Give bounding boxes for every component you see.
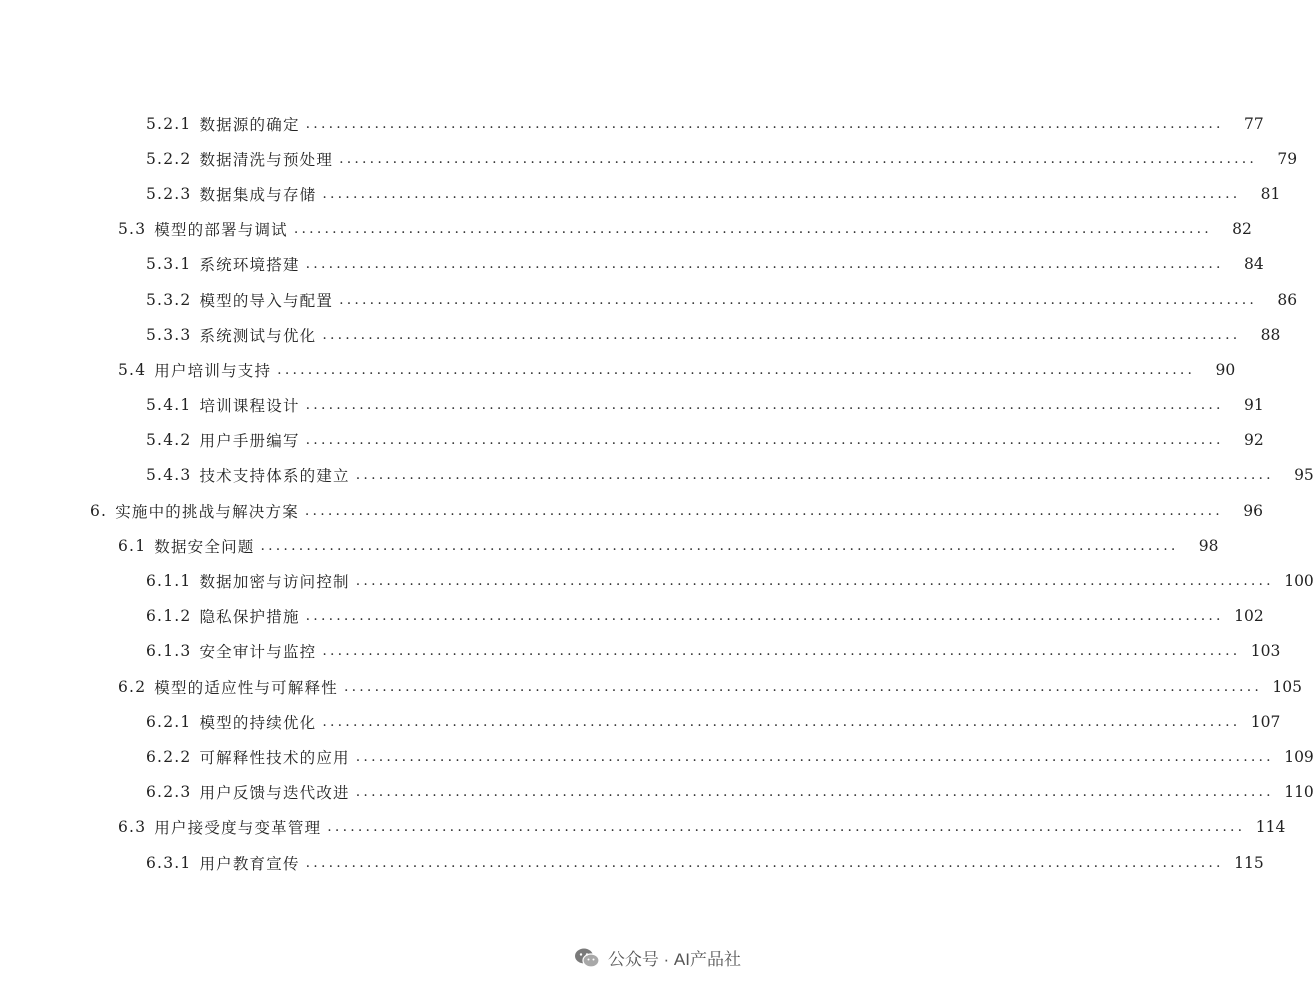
toc-entry-page: 79 bbox=[1277, 149, 1298, 168]
toc-leader-dots: ........................................................................................................................ bbox=[322, 643, 1241, 660]
toc-entry-title: 系统测试与优化 bbox=[199, 326, 317, 345]
wechat-logo-icon bbox=[574, 947, 600, 969]
toc-entry bbox=[0, 739, 1314, 774]
toc-leader-dots: ........................................................................................................................ bbox=[305, 432, 1224, 449]
watermark bbox=[574, 945, 741, 970]
toc-entry-title: 数据加密与访问控制 bbox=[199, 573, 350, 592]
toc-entry-title: 用户接受度与变革管理 bbox=[154, 819, 322, 838]
toc-leader-dots: ........................................................................................................................ bbox=[305, 854, 1224, 871]
toc-entry bbox=[0, 599, 1264, 634]
toc-entry bbox=[0, 704, 1281, 739]
toc-entry-page: 88 bbox=[1260, 325, 1281, 344]
toc-entry-page: 86 bbox=[1277, 290, 1298, 309]
toc-entry-page: 96 bbox=[1243, 501, 1263, 520]
toc-leader-dots: ........................................................................................................................ bbox=[305, 115, 1224, 132]
toc-leader-dots: ........................................................................................................................ bbox=[305, 397, 1224, 414]
toc-entry-title: 数据源的确定 bbox=[199, 115, 300, 134]
toc-entry-number: 5.4.1 bbox=[146, 396, 192, 415]
toc-entry bbox=[0, 247, 1264, 282]
toc-leader-dots: ........................................................................................................................ bbox=[322, 326, 1241, 343]
toc-entry-title: 用户教育宣传 bbox=[199, 854, 300, 873]
toc-entry-page: 98 bbox=[1198, 536, 1219, 555]
toc-entry-page: 82 bbox=[1232, 220, 1252, 239]
toc-leader-dots: ........................................................................................................................ bbox=[339, 291, 1258, 308]
toc-entry-title: 数据安全问题 bbox=[154, 537, 255, 556]
toc-entry-page: 81 bbox=[1260, 184, 1281, 203]
toc-entry-page: 105 bbox=[1272, 677, 1302, 696]
toc-entry-number: 6.3.1 bbox=[146, 853, 192, 872]
toc-entry-title: 模型的持续优化 bbox=[199, 713, 317, 732]
toc-entry-page: 91 bbox=[1243, 396, 1264, 415]
toc-entry-number: 5.2.3 bbox=[146, 184, 192, 203]
toc-leader-dots: ........................................................................................................................ bbox=[355, 573, 1274, 590]
toc-entry-title: 安全审计与监控 bbox=[199, 643, 317, 662]
toc-leader-dots: ........................................................................................................................ bbox=[305, 608, 1224, 625]
toc-entry-number: 6. bbox=[90, 501, 108, 520]
toc-entry-number: 5.3.1 bbox=[146, 255, 192, 274]
toc-entry bbox=[0, 176, 1281, 211]
toc-entry-title: 实施中的挑战与解决方案 bbox=[115, 502, 299, 521]
toc-entry bbox=[0, 845, 1264, 880]
toc-entry-title: 培训课程设计 bbox=[199, 397, 300, 416]
toc-entry bbox=[0, 493, 1263, 528]
toc-entry-number: 6.2.2 bbox=[146, 747, 192, 766]
toc-entry-number: 5.2.1 bbox=[146, 114, 192, 133]
toc-entry bbox=[0, 352, 1236, 387]
toc-entry bbox=[0, 282, 1298, 317]
toc-entry-title: 可解释性技术的应用 bbox=[199, 748, 350, 767]
toc-entry bbox=[0, 212, 1252, 247]
toc-entry-number: 5.2.2 bbox=[146, 149, 192, 168]
toc-entry-number: 5.4.2 bbox=[146, 431, 192, 450]
toc-entry-title: 模型的导入与配置 bbox=[199, 291, 334, 310]
toc-entry-number: 5.4.3 bbox=[146, 466, 192, 485]
toc-entry bbox=[0, 775, 1314, 810]
toc-entry-number: 6.2.1 bbox=[146, 712, 192, 731]
toc-entry-title: 模型的适应性与可解释性 bbox=[154, 678, 338, 697]
toc-leader-dots: ........................................................................................................................ bbox=[322, 713, 1241, 730]
toc-leader-dots: ........................................................................................................................ bbox=[277, 361, 1196, 378]
toc-entry-page: 109 bbox=[1284, 747, 1314, 766]
toc-entry-title: 用户培训与支持 bbox=[154, 361, 272, 380]
toc-entry bbox=[0, 423, 1264, 458]
toc-entry-number: 6.1 bbox=[118, 536, 147, 555]
watermark-text: 公众号 · AI产品社 bbox=[607, 950, 741, 969]
toc-leader-dots: ........................................................................................................................ bbox=[304, 502, 1223, 519]
toc-entry-title: 数据清洗与预处理 bbox=[199, 150, 334, 169]
toc-leader-dots: ........................................................................................................................ bbox=[355, 748, 1274, 765]
toc-entry-page: 100 bbox=[1284, 572, 1314, 591]
toc-entry-title: 用户反馈与迭代改进 bbox=[199, 784, 350, 803]
toc-entry-number: 6.2.3 bbox=[146, 783, 192, 802]
toc-entry-page: 110 bbox=[1284, 783, 1314, 802]
toc-leader-dots: ........................................................................................................................ bbox=[339, 150, 1258, 167]
toc-entry-number: 5.3 bbox=[118, 220, 147, 239]
toc-entry-number: 6.1.2 bbox=[146, 607, 192, 626]
toc-entry bbox=[0, 106, 1264, 141]
toc-entry bbox=[0, 317, 1281, 352]
toc-entry bbox=[0, 528, 1219, 563]
toc-entry bbox=[0, 141, 1298, 176]
toc-entry-number: 6.2 bbox=[118, 677, 147, 696]
toc-entry bbox=[0, 669, 1302, 704]
toc-entry-page: 107 bbox=[1250, 712, 1281, 731]
toc-entry bbox=[0, 810, 1286, 845]
toc-entry-page: 102 bbox=[1234, 607, 1264, 626]
toc-leader-dots: ........................................................................................................................ bbox=[355, 467, 1274, 484]
toc-leader-dots: ........................................................................................................................ bbox=[260, 537, 1179, 554]
toc-entry bbox=[0, 388, 1264, 423]
toc-entry-title: 系统环境搭建 bbox=[199, 256, 300, 275]
toc-entry-page: 90 bbox=[1215, 360, 1236, 379]
toc-entry-page: 114 bbox=[1255, 818, 1286, 837]
toc-entry-number: 5.3.3 bbox=[146, 325, 192, 344]
toc-leader-dots: ........................................................................................................................ bbox=[327, 819, 1246, 836]
toc-entry-title: 隐私保护措施 bbox=[199, 608, 300, 627]
toc-leader-dots: ........................................................................................................................ bbox=[343, 678, 1262, 695]
toc-entry bbox=[0, 458, 1314, 493]
toc-entry-title: 技术支持体系的建立 bbox=[199, 467, 350, 486]
toc-entry-page: 95 bbox=[1294, 466, 1314, 485]
toc-entry-number: 6.3 bbox=[118, 818, 147, 837]
toc-entry-title: 数据集成与存储 bbox=[199, 185, 317, 204]
toc-entry-number: 5.3.2 bbox=[146, 290, 192, 309]
toc-entry-page: 103 bbox=[1250, 642, 1281, 661]
toc-entry-page: 84 bbox=[1243, 255, 1264, 274]
toc-leader-dots: ........................................................................................................................ bbox=[355, 784, 1274, 801]
toc-leader-dots: ........................................................................................................................ bbox=[293, 221, 1212, 238]
toc-entry-page: 92 bbox=[1243, 431, 1264, 450]
toc-entry-title: 用户手册编写 bbox=[199, 432, 300, 451]
toc-entry-number: 6.1.3 bbox=[146, 642, 192, 661]
toc-leader-dots: ........................................................................................................................ bbox=[322, 185, 1241, 202]
toc-entry-title: 模型的部署与调试 bbox=[154, 221, 288, 240]
toc-entry-page: 77 bbox=[1243, 114, 1264, 133]
toc-leader-dots: ........................................................................................................................ bbox=[305, 256, 1224, 273]
toc-entry-number: 6.1.1 bbox=[146, 572, 192, 591]
toc-entry bbox=[0, 634, 1281, 669]
toc-entry-page: 115 bbox=[1234, 853, 1264, 872]
toc-entry bbox=[0, 563, 1314, 598]
toc-entry-number: 5.4 bbox=[118, 360, 147, 379]
table-of-contents bbox=[0, 106, 1314, 880]
